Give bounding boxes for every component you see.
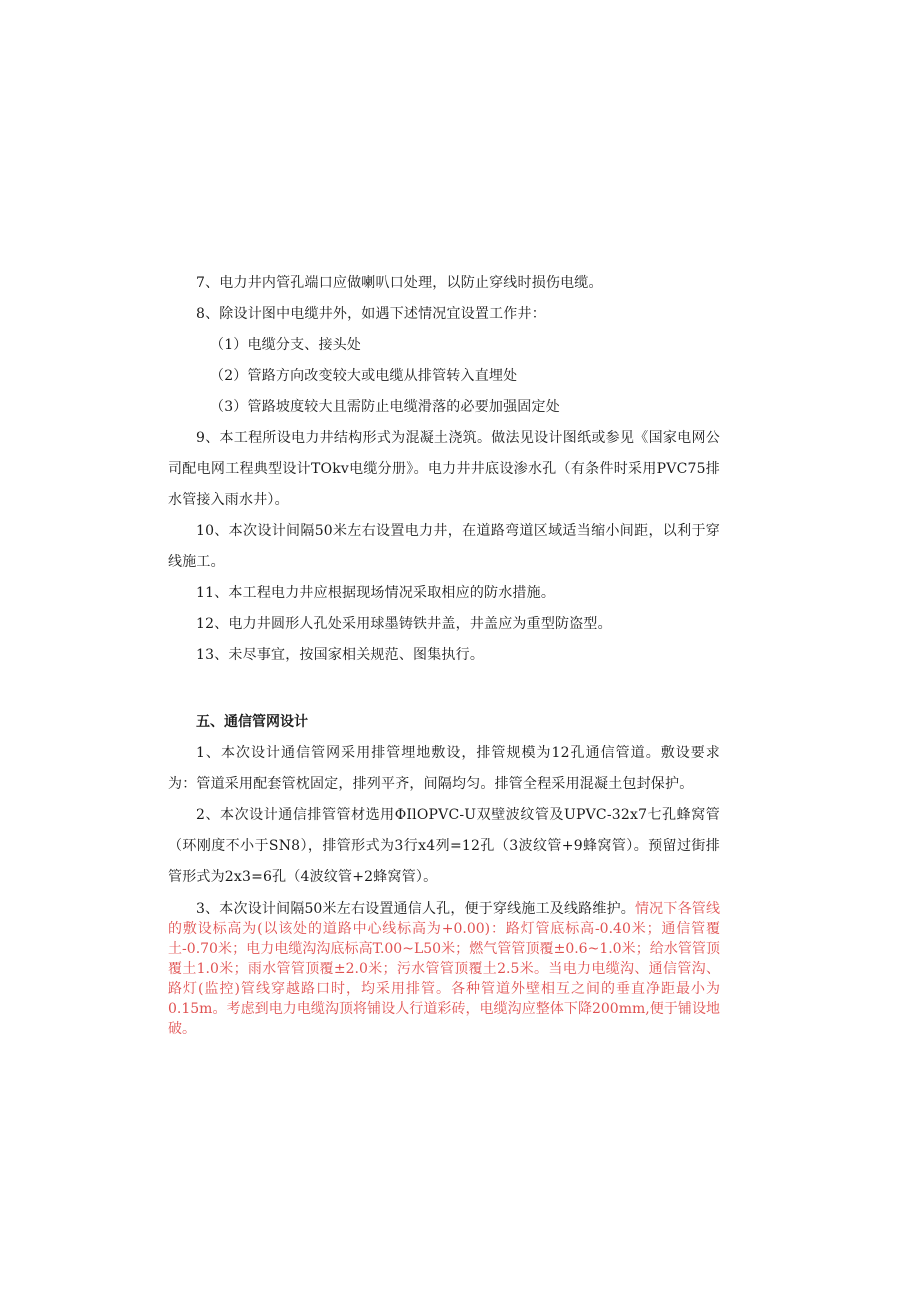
section5-item-3-highlight: 情况下各管线的敷设标高为(以该处的道路中心线标高为+0.00)：路灯管底标高-0.40米；通信管覆土-0.70米；电力电缆沟沟底标高T.00~L50米；燃气管管顶覆±0.6~1.0米；给水管管顶覆土1.0米；雨水管管顶覆±2.0米；污水管管顶覆土2.5米。当电力电缆沟、通信管沟、路灯(监控)管线穿越路口时，均采用排管。各种管道外壁相互之间的垂直净距最小为0.15m。考虑到电力电缆沟顶将铺设人行道彩砖，电缆沟应整体下降200mm,便于铺设地破。: [168, 901, 720, 1037]
item-8: 8、除设计图中电缆井外，如遇下述情况宜设置工作井：: [196, 306, 546, 322]
section-heading: 五、通信管网设计: [196, 714, 308, 730]
item-8-sub-3: （3）管路坡度较大且需防止电缆滑落的必要加强固定处: [210, 399, 560, 415]
section5-item-3-text: 3、本次设计间隔50米左右设置通信人孔，便于穿线施工及线路维护。: [196, 901, 635, 917]
item-13: 13、未尽事宜，按国家相关规范、图集执行。: [196, 647, 485, 663]
item-10: 10、本次设计间隔50米左右设置电力井，在道路弯道区域适当缩小间距，以利于穿线施工。: [168, 523, 720, 570]
item-11: 11、本工程电力井应根据现场情况采取相应的防水措施。: [196, 585, 556, 601]
item-8-sub-1: （1）电缆分支、接头处: [210, 337, 362, 353]
document-body: [168, 268, 720, 1039]
item-7: 7、电力井内管孔端口应做喇叭口处理，以防止穿线时损伤电缆。: [196, 275, 603, 291]
section5-item-3: [168, 899, 720, 1039]
section5-item-2: 2、本次设计通信排管管材选用ΦIlOPVC-U双壁波纹管及UPVC-32x7七孔蜂窝管（环刚度不小于SN8），排管形式为3行x4列=12孔（3波纹管+9蜂窝管）。预留过街排管形式为2x3=6孔（4波纹管+2蜂窝管）。: [168, 807, 720, 885]
item-8-sub-2: （2）管路方向改变较大或电缆从排管转入直埋处: [210, 368, 518, 384]
item-9: 9、本工程所设电力井结构形式为混凝土浇筑。做法见设计图纸或参见《国家电网公司配电网工程典型设计TOkv电缆分册》。电力井井底设渗水孔（有条件时采用PVC75排水管接入雨水井）。: [168, 430, 720, 508]
section5-item-1: 1、本次设计通信管网采用排管埋地敷设，排管规模为12孔通信管道。敷设要求为：管道采用配套管枕固定，排列平齐，间隔均匀。排管全程采用混凝土包封保护。: [168, 745, 720, 792]
item-12: 12、电力井圆形人孔处采用球墨铸铁井盖，井盖应为重型防盗型。: [196, 616, 612, 632]
